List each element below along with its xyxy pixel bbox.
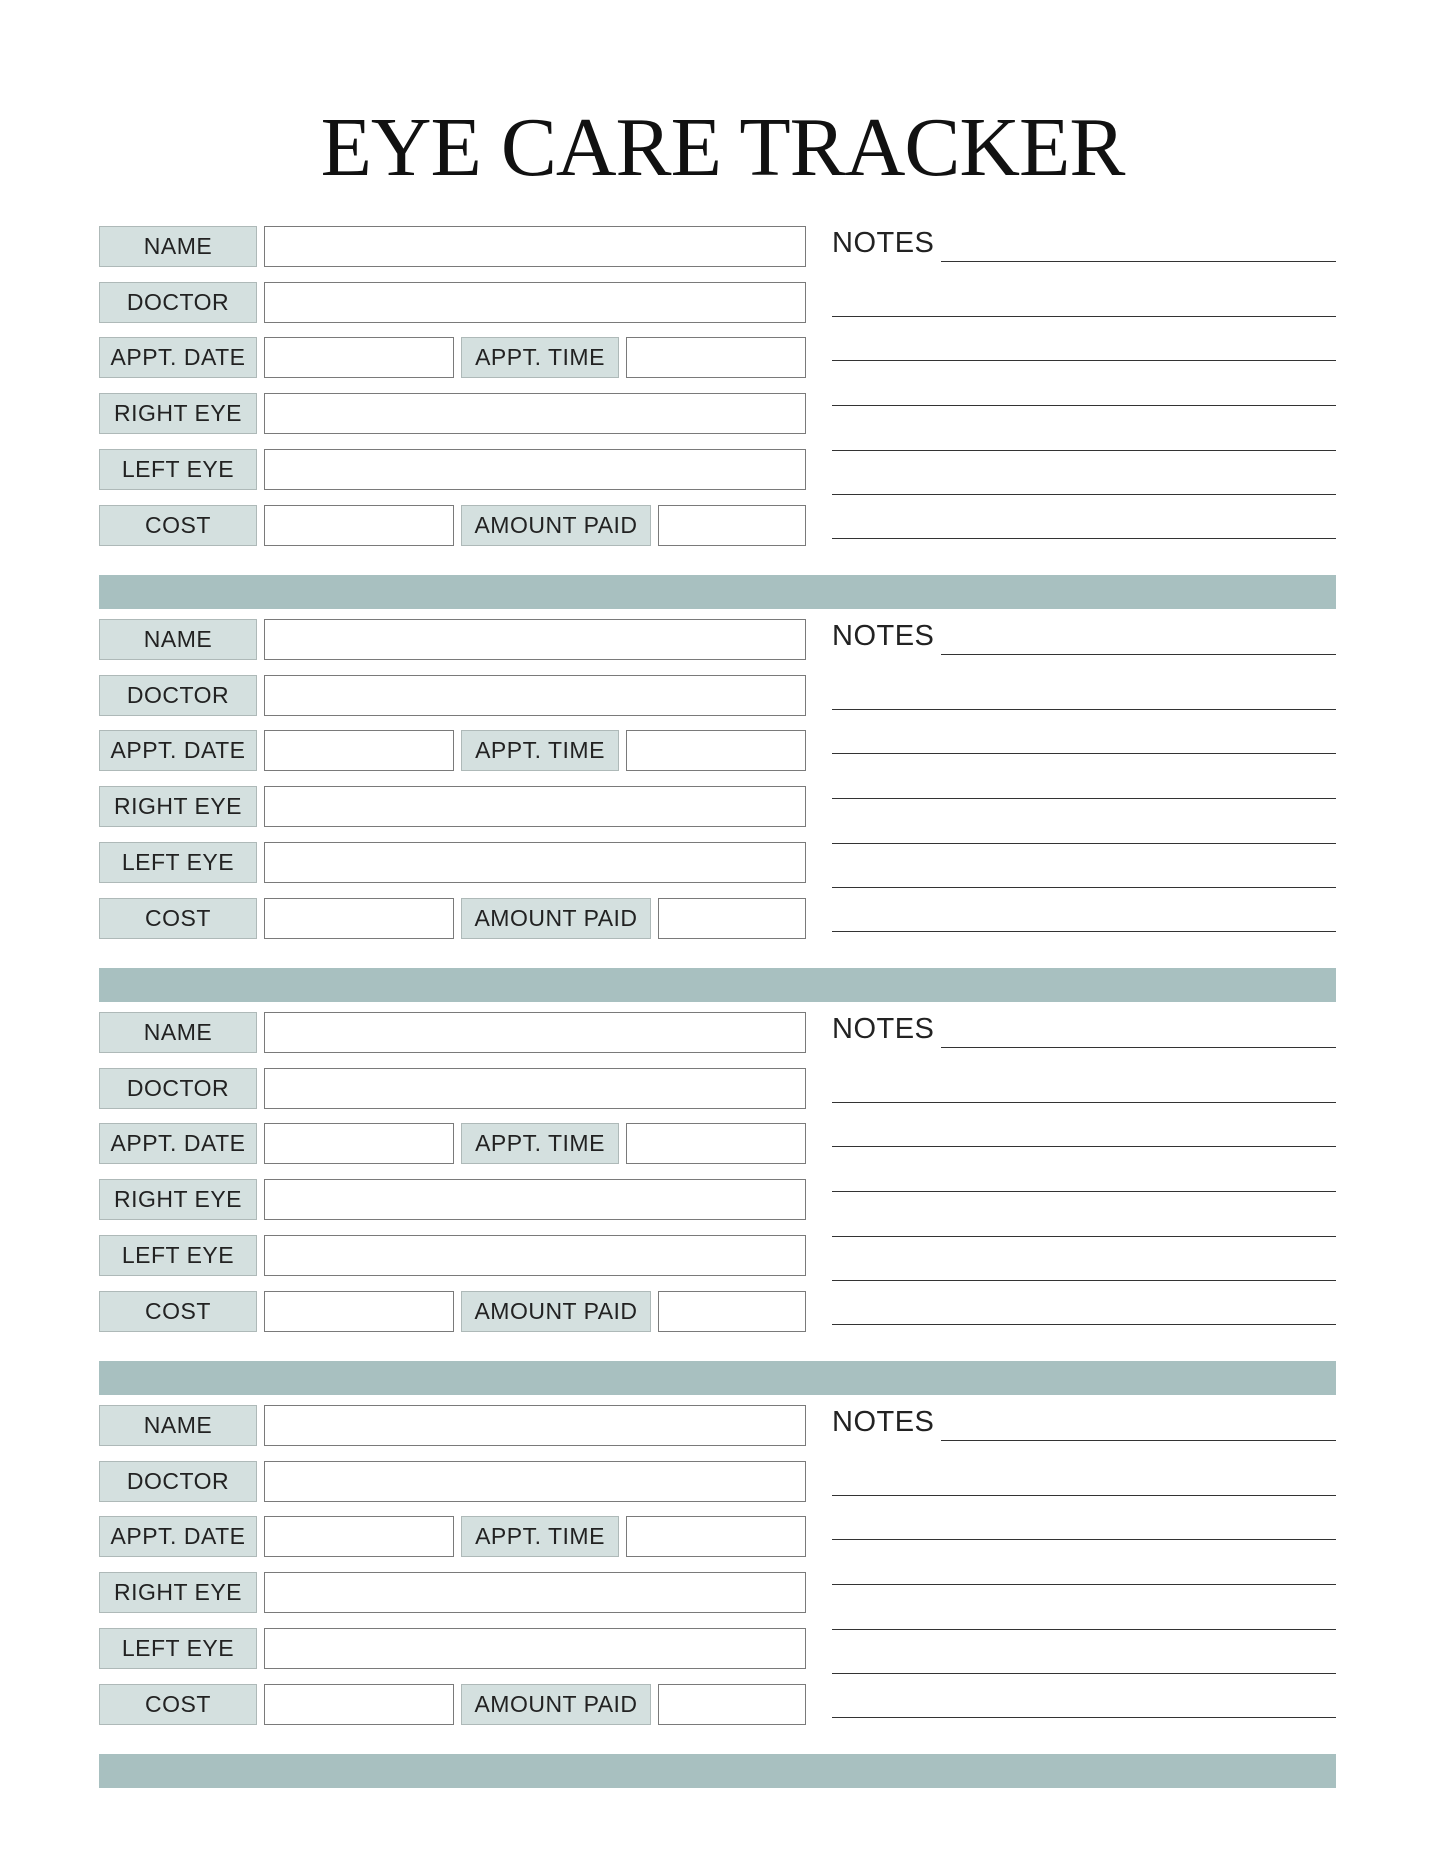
tracker-section <box>0 1405 1445 1798</box>
name-label: NAME <box>99 619 257 660</box>
notes-line[interactable] <box>832 316 1336 317</box>
notes-line[interactable] <box>832 494 1336 495</box>
amount-paid-field[interactable] <box>658 898 806 939</box>
appt-date-label: APPT. DATE <box>99 1123 257 1164</box>
cost-label: COST <box>99 505 257 546</box>
section-divider <box>99 968 1336 1002</box>
notes-line[interactable] <box>832 1191 1336 1192</box>
left-eye-label: LEFT EYE <box>99 1235 257 1276</box>
notes-label: NOTES <box>832 1406 935 1438</box>
left-eye-field[interactable] <box>264 1628 806 1669</box>
appt-date-field[interactable] <box>264 1123 454 1164</box>
left-eye-field[interactable] <box>264 842 806 883</box>
appt-time-label: APPT. TIME <box>461 1516 619 1557</box>
right-eye-label: RIGHT EYE <box>99 393 257 434</box>
notes-line[interactable] <box>832 843 1336 844</box>
notes-line[interactable] <box>832 1102 1336 1103</box>
notes-line[interactable] <box>832 360 1336 361</box>
name-field[interactable] <box>264 1012 806 1053</box>
name-label: NAME <box>99 226 257 267</box>
notes-line[interactable] <box>832 1584 1336 1585</box>
notes-line[interactable] <box>832 887 1336 888</box>
notes-line[interactable] <box>832 709 1336 710</box>
notes-line[interactable] <box>832 1236 1336 1237</box>
notes-line[interactable] <box>832 1717 1336 1718</box>
section-divider <box>99 1361 1336 1395</box>
doctor-field[interactable] <box>264 282 806 323</box>
name-field[interactable] <box>264 226 806 267</box>
cost-field[interactable] <box>264 1684 454 1725</box>
cost-field[interactable] <box>264 1291 454 1332</box>
doctor-label: DOCTOR <box>99 1461 257 1502</box>
amount-paid-field[interactable] <box>658 1684 806 1725</box>
right-eye-field[interactable] <box>264 393 806 434</box>
appt-date-field[interactable] <box>264 1516 454 1557</box>
cost-field[interactable] <box>264 898 454 939</box>
name-field[interactable] <box>264 1405 806 1446</box>
appt-date-label: APPT. DATE <box>99 730 257 771</box>
left-eye-label: LEFT EYE <box>99 449 257 490</box>
left-eye-field[interactable] <box>264 1235 806 1276</box>
notes-line[interactable] <box>832 1539 1336 1540</box>
doctor-field[interactable] <box>264 1068 806 1109</box>
cost-label: COST <box>99 898 257 939</box>
notes-line[interactable] <box>941 654 1336 655</box>
amount-paid-label: AMOUNT PAID <box>461 1291 651 1332</box>
page-title: EYE CARE TRACKER <box>320 101 1125 194</box>
notes-label: NOTES <box>832 620 935 652</box>
amount-paid-label: AMOUNT PAID <box>461 505 651 546</box>
notes-line[interactable] <box>832 405 1336 406</box>
amount-paid-field[interactable] <box>658 505 806 546</box>
notes-line[interactable] <box>832 753 1336 754</box>
notes-label: NOTES <box>832 227 935 259</box>
appt-date-field[interactable] <box>264 337 454 378</box>
doctor-label: DOCTOR <box>99 675 257 716</box>
appt-time-field[interactable] <box>626 730 806 771</box>
tracker-section <box>0 619 1445 1012</box>
amount-paid-label: AMOUNT PAID <box>461 1684 651 1725</box>
section-divider <box>99 1754 1336 1788</box>
right-eye-field[interactable] <box>264 1572 806 1613</box>
notes-line[interactable] <box>832 1495 1336 1496</box>
tracker-section <box>0 1012 1445 1405</box>
right-eye-field[interactable] <box>264 786 806 827</box>
left-eye-label: LEFT EYE <box>99 1628 257 1669</box>
notes-line[interactable] <box>832 538 1336 539</box>
notes-line[interactable] <box>832 1673 1336 1674</box>
right-eye-field[interactable] <box>264 1179 806 1220</box>
appt-time-field[interactable] <box>626 337 806 378</box>
appt-date-field[interactable] <box>264 730 454 771</box>
notes-line[interactable] <box>832 931 1336 932</box>
notes-line[interactable] <box>832 1629 1336 1630</box>
tracker-section <box>0 226 1445 619</box>
name-label: NAME <box>99 1012 257 1053</box>
name-label: NAME <box>99 1405 257 1446</box>
appt-time-label: APPT. TIME <box>461 1123 619 1164</box>
notes-line[interactable] <box>832 798 1336 799</box>
doctor-label: DOCTOR <box>99 1068 257 1109</box>
cost-label: COST <box>99 1684 257 1725</box>
appt-time-field[interactable] <box>626 1516 806 1557</box>
left-eye-field[interactable] <box>264 449 806 490</box>
right-eye-label: RIGHT EYE <box>99 786 257 827</box>
notes-line[interactable] <box>832 1280 1336 1281</box>
notes-label: NOTES <box>832 1013 935 1045</box>
notes-line[interactable] <box>832 1146 1336 1147</box>
left-eye-label: LEFT EYE <box>99 842 257 883</box>
name-field[interactable] <box>264 619 806 660</box>
cost-label: COST <box>99 1291 257 1332</box>
doctor-label: DOCTOR <box>99 282 257 323</box>
notes-line[interactable] <box>832 1324 1336 1325</box>
notes-line[interactable] <box>832 450 1336 451</box>
notes-line[interactable] <box>941 261 1336 262</box>
appt-date-label: APPT. DATE <box>99 337 257 378</box>
appt-time-label: APPT. TIME <box>461 337 619 378</box>
right-eye-label: RIGHT EYE <box>99 1572 257 1613</box>
notes-line[interactable] <box>941 1440 1336 1441</box>
amount-paid-label: AMOUNT PAID <box>461 898 651 939</box>
section-divider <box>99 575 1336 609</box>
appt-time-field[interactable] <box>626 1123 806 1164</box>
amount-paid-field[interactable] <box>658 1291 806 1332</box>
notes-line[interactable] <box>941 1047 1336 1048</box>
doctor-field[interactable] <box>264 675 806 716</box>
appt-time-label: APPT. TIME <box>461 730 619 771</box>
right-eye-label: RIGHT EYE <box>99 1179 257 1220</box>
appt-date-label: APPT. DATE <box>99 1516 257 1557</box>
doctor-field[interactable] <box>264 1461 806 1502</box>
cost-field[interactable] <box>264 505 454 546</box>
